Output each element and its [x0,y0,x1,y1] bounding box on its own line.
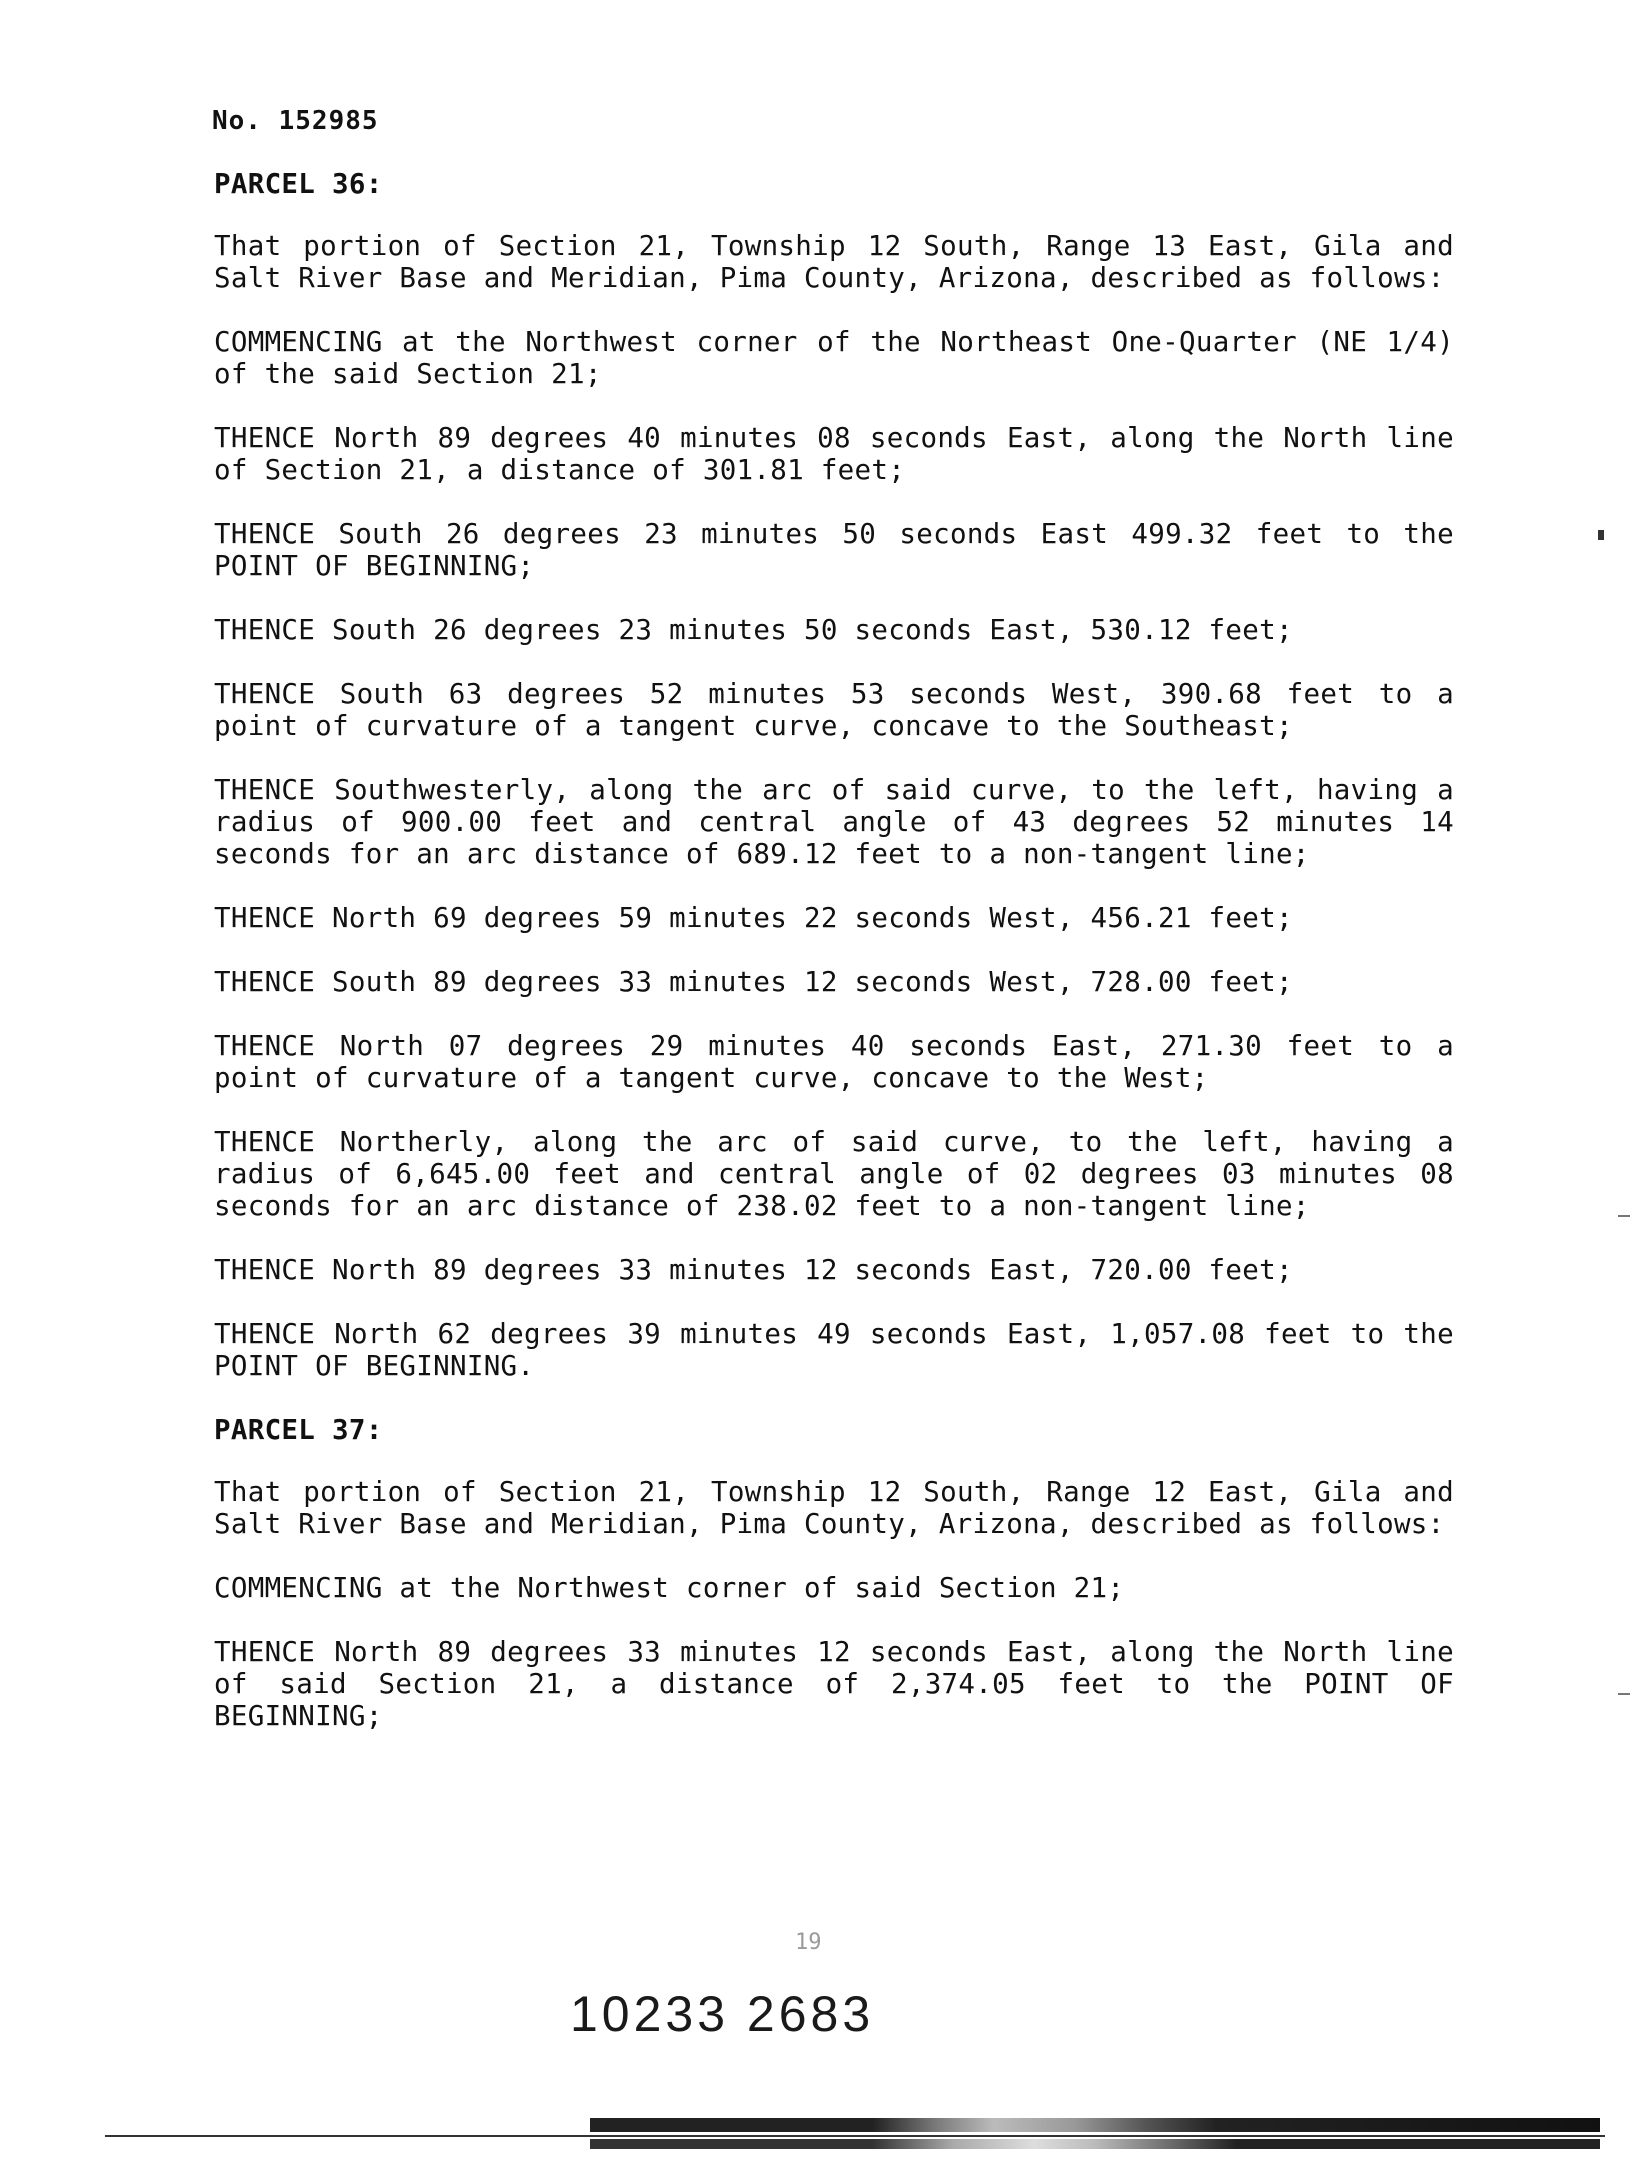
scan-edge-bar [590,2118,1600,2132]
legal-paragraph: THENCE North 07 degrees 29 minutes 40 seconds East, 271.30 feet to a point of curvature of a tangent curve, concave to the West; [214,1030,1454,1094]
parcel-heading: PARCEL 36: [214,168,383,200]
legal-paragraph: THENCE Southwesterly, along the arc of said curve, to the left, having a radius of 900.00 feet and central angle of 43 degrees 52 minutes 14 seconds for an arc distance of 689.12 feet to a non-tangent line; [214,774,1454,870]
legal-paragraph: THENCE South 63 degrees 52 minutes 53 seconds West, 390.68 feet to a point of curvature of a tangent curve, concave to the Southeast; [214,678,1454,742]
book-page-stamp: 10233 2683 [570,1986,875,2042]
scan-mark [1618,1215,1630,1217]
legal-paragraph: COMMENCING at the Northwest corner of said Section 21; [214,1572,1125,1604]
legal-paragraph: THENCE South 26 degrees 23 minutes 50 seconds East, 530.12 feet; [214,614,1293,646]
bottom-rule [105,2135,1605,2137]
scan-mark [1618,1693,1630,1695]
parcel-heading: PARCEL 37: [214,1414,383,1446]
legal-paragraph: THENCE North 69 degrees 59 minutes 22 seconds West, 456.21 feet; [214,902,1293,934]
scan-edge-bar [590,2139,1600,2149]
legal-paragraph: THENCE South 89 degrees 33 minutes 12 seconds West, 728.00 feet; [214,966,1293,998]
legal-paragraph: THENCE Northerly, along the arc of said curve, to the left, having a radius of 6,645.00 feet and central angle of 02 degrees 03 minutes 08 seconds for an arc distance of 238.02 feet to a non-tangent line; [214,1126,1454,1222]
legal-description-body [214,168,1454,1764]
legal-paragraph: THENCE North 89 degrees 33 minutes 12 seconds East, 720.00 feet; [214,1254,1293,1286]
legal-paragraph: That portion of Section 21, Township 12 South, Range 13 East, Gila and Salt River Base and Meridian, Pima County, Arizona, described as follows: [214,230,1454,294]
legal-paragraph: THENCE North 62 degrees 39 minutes 49 seconds East, 1,057.08 feet to the POINT OF BEGINNING. [214,1318,1454,1382]
legal-paragraph: THENCE South 26 degrees 23 minutes 50 seconds East 499.32 feet to the POINT OF BEGINNING; [214,518,1454,582]
legal-paragraph: COMMENCING at the Northwest corner of the Northeast One-Quarter (NE 1/4) of the said Section 21; [214,326,1454,390]
scan-speck [1598,530,1604,540]
page-marker: 19 [795,1930,822,1955]
legal-paragraph: That portion of Section 21, Township 12 South, Range 12 East, Gila and Salt River Base and Meridian, Pima County, Arizona, described as follows: [214,1476,1454,1540]
document-number: No. 152985 [212,106,379,136]
legal-paragraph: THENCE North 89 degrees 40 minutes 08 seconds East, along the North line of Section 21, a distance of 301.81 feet; [214,422,1454,486]
legal-paragraph: THENCE North 89 degrees 33 minutes 12 seconds East, along the North line of said Section 21, a distance of 2,374.05 feet to the POINT OF BEGINNING; [214,1636,1454,1732]
